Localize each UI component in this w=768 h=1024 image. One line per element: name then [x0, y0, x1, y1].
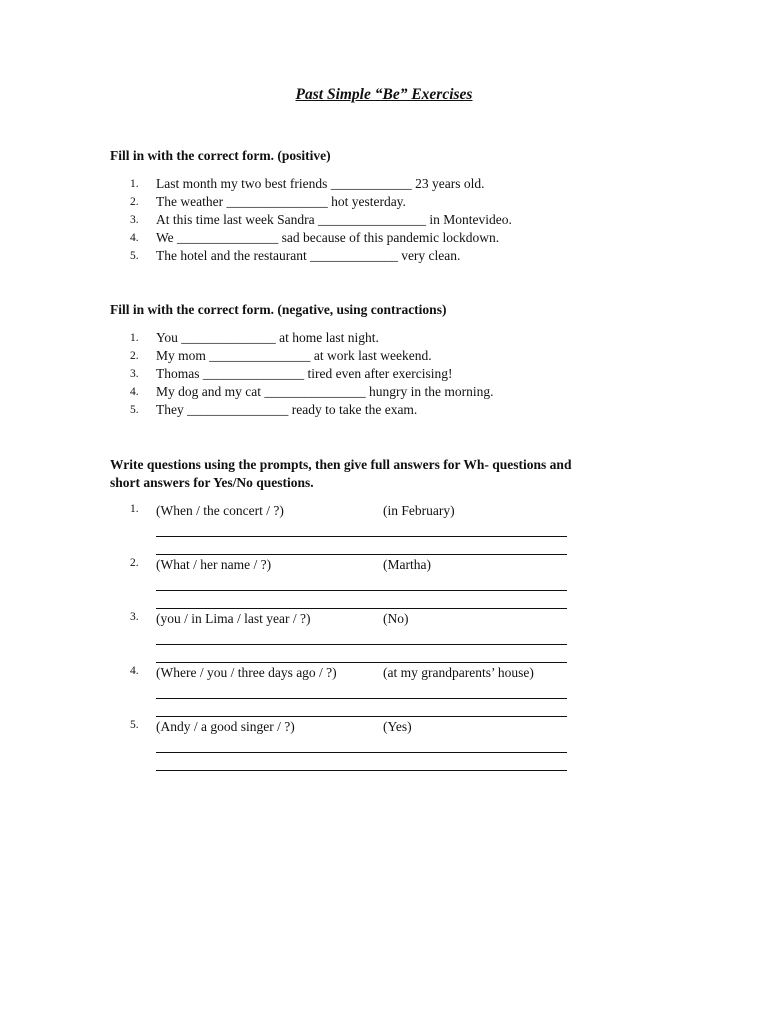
list-item — [110, 175, 512, 193]
item-text: You ______________ at home last night. — [156, 330, 379, 345]
answer-hint: (Martha) — [383, 557, 431, 572]
question-prompt: (Where / you / three days ago / ?) — [156, 665, 337, 680]
answer-line — [156, 644, 567, 645]
item-text: The weather _______________ hot yesterday. — [156, 194, 406, 209]
item-number: 2. — [130, 350, 139, 362]
answer-line — [156, 662, 567, 663]
item-text: Thomas _______________ tired even after exercising! — [156, 366, 453, 381]
section-heading-questions — [110, 456, 670, 492]
answer-line — [156, 536, 567, 537]
item-number: 4. — [130, 232, 139, 244]
item-text: The hotel and the restaurant _____________ very clean. — [156, 248, 461, 263]
page-title: Past Simple “Be” Exercises — [295, 86, 473, 103]
exercise-list-positive — [110, 175, 512, 265]
item-number: 4. — [130, 386, 139, 398]
item-number: 2. — [130, 557, 139, 569]
answer-hint: (Yes) — [383, 719, 412, 734]
item-number: 1. — [130, 332, 139, 344]
item-number: 5. — [130, 250, 139, 262]
question-prompt: (you / in Lima / last year / ?) — [156, 611, 311, 626]
item-number: 4. — [130, 665, 139, 677]
item-text: My dog and my cat _______________ hungry in the morning. — [156, 384, 494, 399]
item-number: 3. — [130, 611, 139, 623]
question-item — [110, 502, 570, 556]
item-number: 5. — [130, 719, 139, 731]
list-item — [110, 365, 493, 383]
list-item — [110, 211, 512, 229]
question-item — [110, 664, 570, 718]
answer-hint: (in February) — [383, 503, 455, 518]
list-item — [110, 193, 512, 211]
question-item — [110, 718, 570, 772]
answer-line — [156, 608, 567, 609]
answer-line — [156, 554, 567, 555]
answer-line — [156, 752, 567, 753]
list-item — [110, 247, 512, 265]
list-item — [110, 347, 493, 365]
item-text: They _______________ ready to take the exam. — [156, 402, 418, 417]
item-number: 1. — [130, 503, 139, 515]
answer-line — [156, 698, 567, 699]
question-prompt: (When / the concert / ?) — [156, 503, 284, 518]
heading-line-2: short answers for Yes/No questions. — [110, 475, 314, 490]
answer-hint: (at my grandparents’ house) — [383, 665, 534, 680]
answer-line — [156, 770, 567, 771]
item-text: At this time last week Sandra ________________ in Montevideo. — [156, 212, 512, 227]
item-number: 5. — [130, 404, 139, 416]
item-text: We _______________ sad because of this pandemic lockdown. — [156, 230, 500, 245]
item-text: Last month my two best friends ____________ 23 years old. — [156, 176, 485, 191]
question-item — [110, 610, 570, 664]
item-number: 3. — [130, 368, 139, 380]
answer-line — [156, 590, 567, 591]
question-prompt: (Andy / a good singer / ?) — [156, 719, 295, 734]
question-prompt: (What / her name / ?) — [156, 557, 272, 572]
list-item — [110, 401, 493, 419]
heading-line-1: Write questions using the prompts, then give full answers for Wh- questions and — [110, 457, 572, 472]
item-number: 3. — [130, 214, 139, 226]
list-item — [110, 383, 493, 401]
question-list — [110, 502, 570, 772]
section-heading-negative: Fill in with the correct form. (negative, using contractions) — [110, 302, 447, 317]
answer-line — [156, 716, 567, 717]
item-number: 2. — [130, 196, 139, 208]
exercise-list-negative — [110, 329, 493, 419]
item-text: My mom _______________ at work last weekend. — [156, 348, 432, 363]
item-number: 1. — [130, 178, 139, 190]
question-item — [110, 556, 570, 610]
section-heading-positive: Fill in with the correct form. (positive) — [110, 148, 331, 163]
list-item — [110, 229, 512, 247]
answer-hint: (No) — [383, 611, 409, 626]
list-item — [110, 329, 493, 347]
